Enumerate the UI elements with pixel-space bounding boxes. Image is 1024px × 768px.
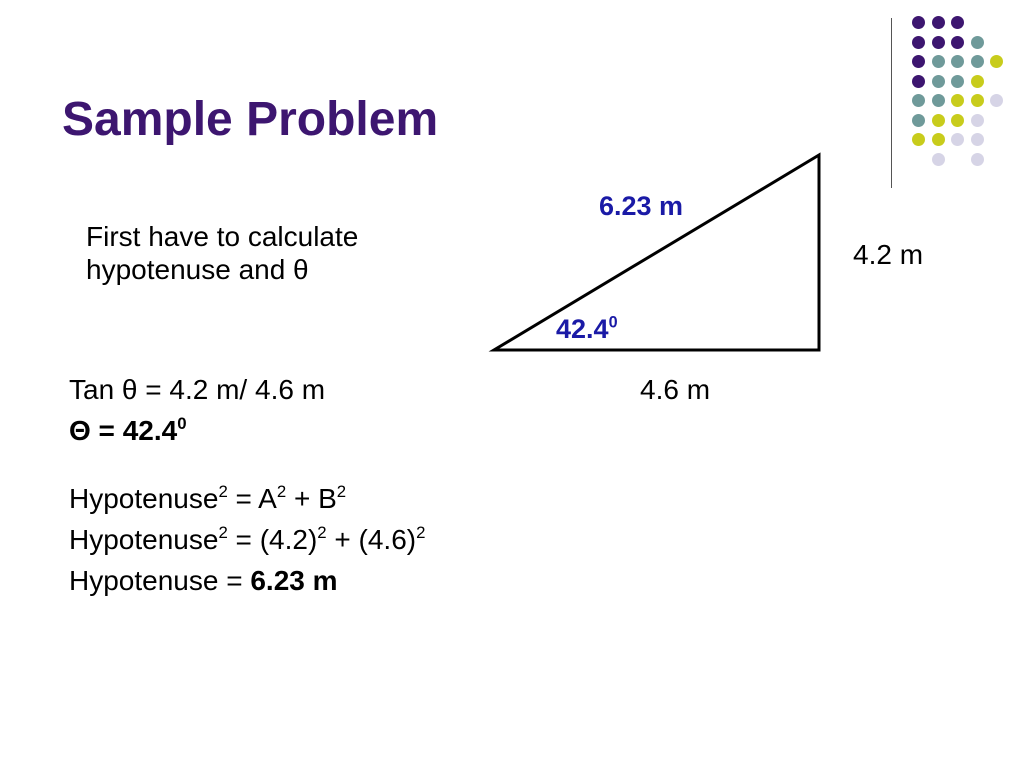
angle-degree-sup: 0 [608,313,618,332]
hypotenuse-result: 6.23 m [250,565,338,596]
pyth3-part-a: Hypotenuse = [69,565,251,596]
pyth2-sup-3: 2 [416,523,426,543]
intro-line-2: hypotenuse and θ [86,254,309,285]
pyth2-part-c: + (4.6) [326,524,417,555]
theta-value: Θ = 42.4 [69,415,178,446]
theta-degree-sup: 0 [177,414,187,434]
pyth2-part-b: = (4.2) [227,524,318,555]
pythagoras-line-1 [69,482,346,515]
page-title: Sample Problem [62,93,439,146]
pyth1-sup-1: 2 [218,482,228,502]
theta-result [69,414,187,447]
pythagoras-line-3 [69,564,338,597]
hypotenuse-label: 6.23 m [599,191,684,221]
pyth1-part-b: = A [227,483,277,514]
pyth2-sup-2: 2 [317,523,327,543]
pyth1-part-c: + B [286,483,337,514]
pyth2-sup-1: 2 [218,523,228,543]
intro-line-1: First have to calculate [86,221,359,252]
angle-value: 42.4 [556,314,609,344]
pythagoras-line-2 [69,523,425,556]
triangle-shape [494,155,819,350]
pyth1-sup-2: 2 [276,482,287,502]
pyth1-sup-3: 2 [336,482,347,502]
pyth1-part-a: Hypotenuse [69,483,219,514]
angle-label [556,313,618,346]
vertical-side-label: 4.2 m [853,239,924,270]
pyth2-part-a: Hypotenuse [69,524,219,555]
horizontal-side-label: 4.6 m [640,374,711,405]
tangent-equation: Tan θ = 4.2 m/ 4.6 m [69,374,326,405]
